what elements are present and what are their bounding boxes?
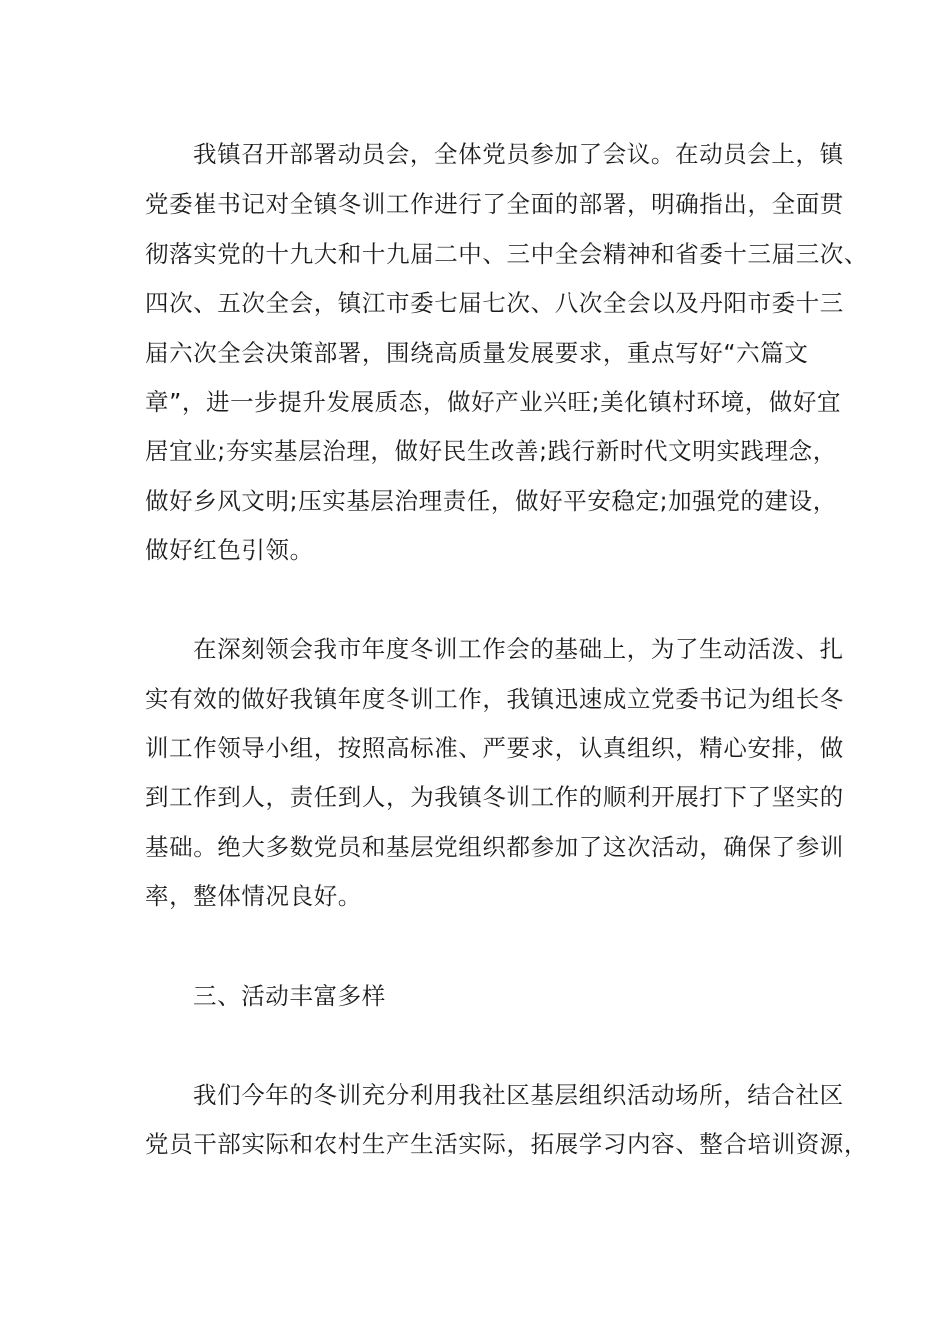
- paragraph-2-line-3: 训工作领导小组，按照高标准、严要求，认真组织，精心安排，做: [145, 734, 844, 762]
- paragraph-1-line-4: 四次、五次全会，镇江市委七届七次、八次全会以及丹阳市委十三: [145, 289, 844, 317]
- paragraph-1-line-5: 届六次全会决策部署，围绕高质量发展要求，重点写好“六篇文: [145, 339, 809, 367]
- paragraph-1-line-7: 居宜业;夯实基层治理，做好民生改善;践行新时代文明实践理念，: [145, 437, 837, 465]
- section-heading: 三、活动丰富多样: [193, 982, 386, 1010]
- paragraph-2-line-2: 实有效的做好我镇年度冬训工作，我镇迅速成立党委书记为组长冬: [145, 685, 844, 713]
- paragraph-1-line-1: 我镇召开部署动员会，全体党员参加了会议。在动员会上，镇: [193, 140, 844, 168]
- paragraph-3-line-2: 党员干部实际和农村生产生活实际，拓展学习内容、整合培训资源，: [145, 1130, 868, 1158]
- paragraph-2-line-5: 基础。绝大多数党员和基层党组织都参加了这次活动，确保了参训: [145, 833, 844, 861]
- paragraph-2-line-1: 在深刻领会我市年度冬训工作会的基础上，为了生动活泼、扎: [193, 635, 844, 663]
- paragraph-2-line-6: 率，整体情况良好。: [145, 882, 362, 910]
- paragraph-1-line-6: 章”，进一步提升发展质态，做好产业兴旺;美化镇村环境，做好宜: [145, 388, 842, 416]
- paragraph-2-line-4: 到工作到人，责任到人，为我镇冬训工作的顺利开展打下了坚实的: [145, 783, 844, 811]
- paragraph-1-line-2: 党委崔书记对全镇冬训工作进行了全面的部署，明确指出，全面贯: [145, 190, 844, 218]
- paragraph-1-line-3: 彻落实党的十九大和十九届二中、三中全会精神和省委十三届三次、: [145, 240, 868, 268]
- paragraph-1-line-8: 做好乡风文明;压实基层治理责任，做好平安稳定;加强党的建设，: [145, 487, 837, 515]
- paragraph-1-line-9: 做好红色引领。: [145, 536, 314, 564]
- paragraph-3-line-1: 我们今年的冬训充分利用我社区基层组织活动场所，结合社区: [193, 1081, 844, 1109]
